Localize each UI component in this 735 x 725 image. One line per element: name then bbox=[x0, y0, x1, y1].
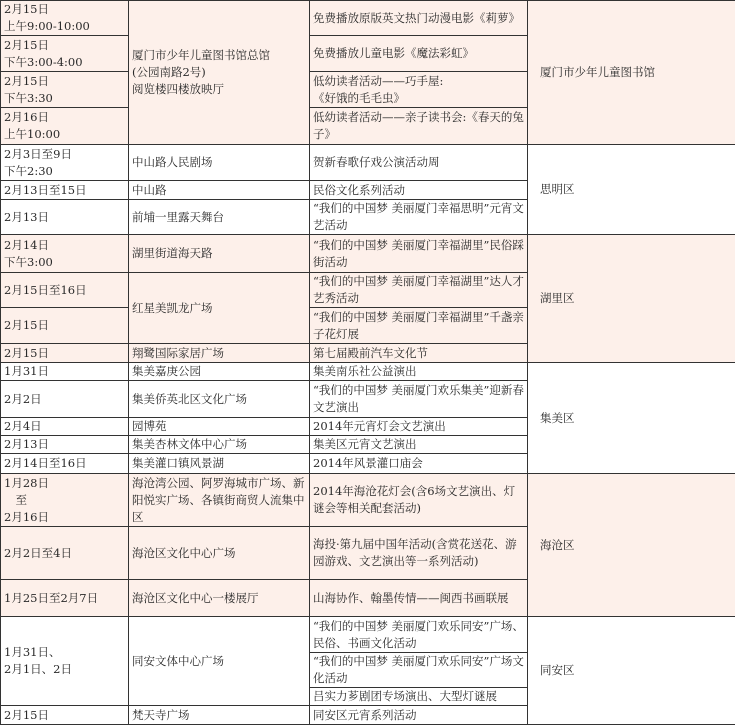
table-cell: 同安区元宵系列活动 bbox=[310, 706, 528, 725]
district-cell: 同安区 bbox=[528, 617, 735, 725]
table-cell: 免费播放儿童电影《魔法彩虹》 bbox=[310, 36, 528, 72]
table-cell: 1月28日 至 2月16日 bbox=[1, 474, 129, 527]
table-cell: 免费播放原版英文热门动漫电影《莉萝》 bbox=[310, 1, 528, 36]
table-cell: 2月13日至15日 bbox=[1, 181, 129, 200]
table-cell: 民俗文化系列活动 bbox=[310, 181, 528, 200]
table-row bbox=[1, 474, 735, 527]
table-cell: 集美杏林文体中心广场 bbox=[129, 436, 310, 454]
table-cell: 中山路 bbox=[129, 181, 310, 200]
table-cell: “我们的中国梦 美丽厦门幸福思明”元宵文艺活动 bbox=[310, 200, 528, 235]
table-body bbox=[1, 1, 735, 725]
district-cell: 集美区 bbox=[528, 363, 735, 474]
table-cell: 红星美凯龙广场 bbox=[129, 273, 310, 344]
table-cell: 山海协作、翰墨传情——闽西书画联展 bbox=[310, 580, 528, 617]
table-row bbox=[1, 363, 735, 381]
district-cell: 厦门市少年儿童图书馆 bbox=[528, 1, 735, 145]
table-cell: 2月2日至4日 bbox=[1, 527, 129, 580]
table-cell: 海投·第九届中国年活动(含赏花送花、游园游戏、文艺演出等一系列活动) bbox=[310, 527, 528, 580]
table-cell: 海沧区文化中心广场 bbox=[129, 527, 310, 580]
table-cell: 2月3日至9日 下午2:30 bbox=[1, 145, 129, 181]
table-cell: 梵天寺广场 bbox=[129, 706, 310, 725]
table-cell: “我们的中国梦 美丽厦门幸福湖里”千盏亲子花灯展 bbox=[310, 308, 528, 344]
table-cell: 海沧区文化中心一楼展厅 bbox=[129, 580, 310, 617]
table-row bbox=[1, 1, 735, 36]
table-row bbox=[1, 145, 735, 181]
table-cell: 2月15日 下午3:00-4:00 bbox=[1, 36, 129, 72]
table-cell: 2月13日 bbox=[1, 200, 129, 235]
table-cell: 集美区元宵文艺演出 bbox=[310, 436, 528, 454]
district-cell: 思明区 bbox=[528, 145, 735, 235]
table-cell: 低幼读者活动——亲子读书会:《春天的兔子》 bbox=[310, 108, 528, 145]
table-cell: 2014年风景灌口庙会 bbox=[310, 454, 528, 474]
table-cell: 第七届殿前汽车文化节 bbox=[310, 344, 528, 363]
table-cell: 海沧湾公园、阿罗海城市广场、新阳悦实广场、各镇街商贸人流集中区 bbox=[129, 474, 310, 527]
table-cell: 2月15日 bbox=[1, 706, 129, 725]
table-cell: “我们的中国梦 美丽厦门欢乐集美”迎新春文艺演出 bbox=[310, 381, 528, 418]
district-cell: 海沧区 bbox=[528, 474, 735, 617]
table-cell: “我们的中国梦 美丽厦门幸福湖里”达人才艺秀活动 bbox=[310, 273, 528, 308]
table-cell: 1月31日、 2月1日、2日 bbox=[1, 617, 129, 706]
table-cell: 2014年海沧花灯会(含6场文艺演出、灯谜会等相关配套活动) bbox=[310, 474, 528, 527]
table-cell: “我们的中国梦 美丽厦门幸福湖里”民俗踩街活动 bbox=[310, 235, 528, 273]
table-cell: 集美嘉庚公园 bbox=[129, 363, 310, 381]
table-cell: 2月15日 上午9:00-10:00 bbox=[1, 1, 129, 36]
table-cell: 集美南乐社公益演出 bbox=[310, 363, 528, 381]
table-cell: 2月2日 bbox=[1, 381, 129, 418]
table-cell: 2014年元宵灯会文艺演出 bbox=[310, 418, 528, 436]
table-cell: 2月14日至16日 bbox=[1, 454, 129, 474]
table-cell: 厦门市少年儿童图书馆总馆 (公园南路2号) 阅览楼四楼放映厅 bbox=[129, 1, 310, 145]
table-cell: 同安文体中心广场 bbox=[129, 617, 310, 706]
table-cell: 2月15日至16日 bbox=[1, 273, 129, 308]
table-cell: 湖里街道海天路 bbox=[129, 235, 310, 273]
table-cell: 2月15日 bbox=[1, 308, 129, 344]
table-cell: 1月31日 bbox=[1, 363, 129, 381]
table-cell: 2月16日 上午10:00 bbox=[1, 108, 129, 145]
table-cell: 2月15日 bbox=[1, 344, 129, 363]
table-cell: 前埔一里露天舞台 bbox=[129, 200, 310, 235]
table-cell: 2月15日 下午3:30 bbox=[1, 72, 129, 108]
table-cell: 1月25日至2月7日 bbox=[1, 580, 129, 617]
table-cell: 中山路人民剧场 bbox=[129, 145, 310, 181]
table-row bbox=[1, 235, 735, 273]
table-row bbox=[1, 617, 735, 653]
table-cell: 集美灌口镇风景湖 bbox=[129, 454, 310, 474]
table-cell: 吕实力芗剧团专场演出、大型灯谜展 bbox=[310, 688, 528, 706]
table-cell: 2月4日 bbox=[1, 418, 129, 436]
table-cell: “我们的中国梦 美丽厦门欢乐同安”广场文化活动 bbox=[310, 653, 528, 688]
table-cell: 园博苑 bbox=[129, 418, 310, 436]
table-cell: 低幼读者活动——巧手屋: 《好饿的毛毛虫》 bbox=[310, 72, 528, 108]
table-cell: 2月13日 bbox=[1, 436, 129, 454]
table-cell: 2月14日 下午3:00 bbox=[1, 235, 129, 273]
table-cell: 集美侨英北区文化广场 bbox=[129, 381, 310, 418]
table-cell: “我们的中国梦 美丽厦门欢乐同安”广场、民俗、书画文化活动 bbox=[310, 617, 528, 653]
table-cell: 翔鹭国际家居广场 bbox=[129, 344, 310, 363]
table-cell: 贺新春歌仔戏公演活动周 bbox=[310, 145, 528, 181]
district-cell: 湖里区 bbox=[528, 235, 735, 363]
